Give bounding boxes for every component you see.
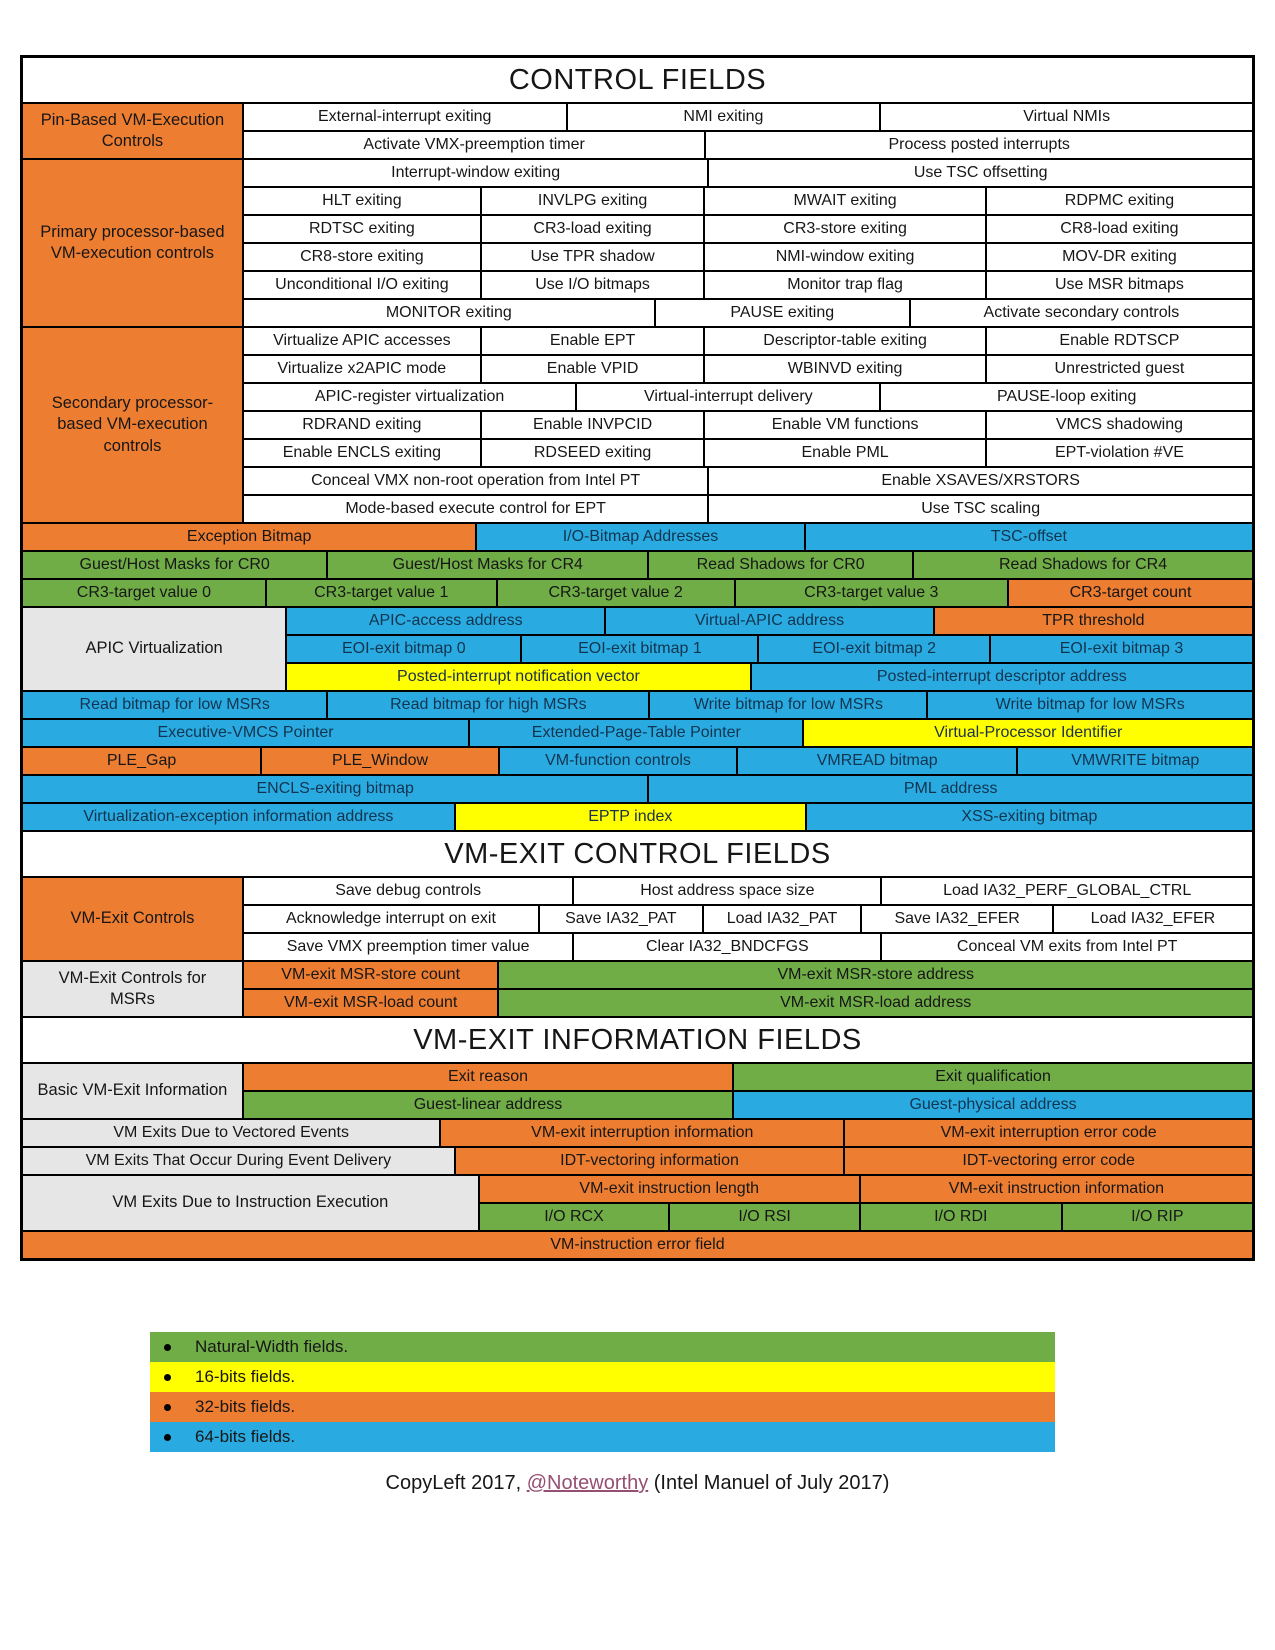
cell-cr3-store-exiting: CR3-store exiting: [705, 216, 985, 242]
table-row: [244, 906, 1252, 932]
cell-save-debug-controls: Save debug controls: [244, 878, 573, 904]
cell-exit-qualification: Exit qualification: [734, 1064, 1252, 1090]
cell-vmread-bitmap: VMREAD bitmap: [738, 748, 1016, 774]
table-row: [244, 188, 1252, 214]
cell-write-bitmap-for-low-msrs: Write bitmap for low MSRs: [928, 692, 1252, 718]
cell-vm-exit-msr-store-address: VM-exit MSR-store address: [499, 962, 1252, 988]
group-label-pin-based-vm-execution-controls: Pin-Based VM-Execution Controls: [23, 104, 242, 158]
table-row: [23, 720, 1252, 746]
cell-vm-exits-that-occur-during-event-delivery: VM Exits That Occur During Event Delivery: [23, 1148, 454, 1174]
group-vm-exit-controls-for-msrs: [23, 962, 1252, 1016]
cell-nmi-exiting: NMI exiting: [568, 104, 880, 130]
cell-mwait-exiting: MWAIT exiting: [705, 188, 985, 214]
section-title-vm-exit-information-fields: VM-EXIT INFORMATION FIELDS: [23, 1018, 1252, 1062]
table-row: [244, 356, 1252, 382]
cell-ple-gap: PLE_Gap: [23, 748, 260, 774]
table-row: [23, 776, 1252, 802]
cell-virtual-nmis: Virtual NMIs: [881, 104, 1252, 130]
cell-guest-linear-address: Guest-linear address: [244, 1092, 732, 1118]
cell-vm-exit-msr-load-count: VM-exit MSR-load count: [244, 990, 498, 1016]
group-vm-exit-controls: [23, 878, 1252, 960]
cell-use-tpr-shadow: Use TPR shadow: [482, 244, 703, 270]
table-row: [480, 1204, 1252, 1230]
vmcs-fields-table: [20, 55, 1255, 1261]
table-row: [23, 580, 1252, 606]
cell-eptp-index: EPTP index: [456, 804, 805, 830]
table-row: [23, 1232, 1252, 1258]
group-label-secondary-processor-based-vm-execution-controls: Secondary processor-based VM-execution controls: [23, 328, 242, 522]
footer-copyleft-text: CopyLeft 2017,: [385, 1472, 527, 1494]
cell-i-o-rsi: I/O RSI: [670, 1204, 859, 1230]
cell-load-ia32-efer: Load IA32_EFER: [1054, 906, 1252, 932]
group-secondary-processor-based-vm-execution-controls: [23, 328, 1252, 522]
cell-virtual-interrupt-delivery: Virtual-interrupt delivery: [577, 384, 879, 410]
cell-exception-bitmap: Exception Bitmap: [23, 524, 475, 550]
cell-ept-violation-ve: EPT-violation #VE: [987, 440, 1252, 466]
group-vm-exits-due-to-instruction-execution: [23, 1176, 1252, 1230]
table-row: [23, 524, 1252, 550]
cell-unconditional-i-o-exiting: Unconditional I/O exiting: [244, 272, 480, 298]
cell-pause-exiting: PAUSE exiting: [656, 300, 909, 326]
cell-enable-rdtscp: Enable RDTSCP: [987, 328, 1252, 354]
cell-interrupt-window-exiting: Interrupt-window exiting: [244, 160, 707, 186]
cell-unrestricted-guest: Unrestricted guest: [987, 356, 1252, 382]
cell-enable-vpid: Enable VPID: [482, 356, 703, 382]
legend-item-label: 16-bits fields.: [195, 1367, 296, 1386]
cell-clear-ia32-bndcfgs: Clear IA32_BNDCFGS: [574, 934, 880, 960]
noteworthy-link[interactable]: @Noteworthy: [526, 1472, 649, 1494]
cell-use-tsc-scaling: Use TSC scaling: [709, 496, 1252, 522]
cell-i-o-rcx: I/O RCX: [480, 1204, 669, 1230]
table-row: [23, 804, 1252, 830]
cell-vmwrite-bitmap: VMWRITE bitmap: [1018, 748, 1252, 774]
cell-idt-vectoring-information: IDT-vectoring information: [456, 1148, 844, 1174]
cell-xss-exiting-bitmap: XSS-exiting bitmap: [807, 804, 1252, 830]
cell-mode-based-execute-control-for-ept: Mode-based execute control for EPT: [244, 496, 707, 522]
cell-host-address-space-size: Host address space size: [574, 878, 880, 904]
cell-posted-interrupt-descriptor-address: Posted-interrupt descriptor address: [752, 664, 1252, 690]
cell-vmcs-shadowing: VMCS shadowing: [987, 412, 1252, 438]
cell-eoi-exit-bitmap-2: EOI-exit bitmap 2: [759, 636, 989, 662]
cell-ple-window: PLE_Window: [262, 748, 498, 774]
legend-item-label: 32-bits fields.: [195, 1397, 296, 1416]
cell-monitor-trap-flag: Monitor trap flag: [705, 272, 985, 298]
legend: [150, 1332, 1055, 1452]
cell-conceal-vm-exits-from-intel-pt: Conceal VM exits from Intel PT: [882, 934, 1252, 960]
cell-rdrand-exiting: RDRAND exiting: [244, 412, 480, 438]
legend-item-label: Natural-Width fields.: [195, 1337, 349, 1356]
cell-vm-exit-interruption-error-code: VM-exit interruption error code: [845, 1120, 1252, 1146]
group-rows: [244, 104, 1252, 158]
cell-tpr-threshold: TPR threshold: [935, 608, 1252, 634]
cell-virtualize-x2apic-mode: Virtualize x2APIC mode: [244, 356, 480, 382]
cell-idt-vectoring-error-code: IDT-vectoring error code: [845, 1148, 1252, 1174]
cell-virtual-apic-address: Virtual-APIC address: [606, 608, 933, 634]
table-row: [244, 272, 1252, 298]
cell-acknowledge-interrupt-on-exit: Acknowledge interrupt on exit: [244, 906, 538, 932]
group-label-vm-exits-due-to-instruction-execution: VM Exits Due to Instruction Execution: [23, 1176, 478, 1230]
group-primary-processor-based-vm-execution-controls: [23, 160, 1252, 326]
table-row: [244, 328, 1252, 354]
cell-eoi-exit-bitmap-1: EOI-exit bitmap 1: [522, 636, 757, 662]
cell-i-o-rip: I/O RIP: [1063, 1204, 1252, 1230]
group-label-primary-processor-based-vm-execution-controls: Primary processor-based VM-execution controls: [23, 160, 242, 326]
table-row: [287, 608, 1252, 634]
cell-enable-invpcid: Enable INVPCID: [482, 412, 703, 438]
cell-enable-xsaves-xrstors: Enable XSAVES/XRSTORS: [709, 468, 1252, 494]
group-rows: [244, 160, 1252, 326]
table-row: [244, 160, 1252, 186]
cell-read-bitmap-for-high-msrs: Read bitmap for high MSRs: [328, 692, 648, 718]
table-row: [244, 244, 1252, 270]
cell-cr3-target-value-3: CR3-target value 3: [736, 580, 1007, 606]
table-row: [244, 1092, 1252, 1118]
cell-i-o-bitmap-addresses: I/O-Bitmap Addresses: [477, 524, 803, 550]
bullet-icon: [164, 1344, 171, 1351]
table-row: [287, 664, 1252, 690]
cell-guest-physical-address: Guest-physical address: [734, 1092, 1252, 1118]
cell-cr8-load-exiting: CR8-load exiting: [987, 216, 1252, 242]
group-rows: [244, 1064, 1252, 1118]
cell-wbinvd-exiting: WBINVD exiting: [705, 356, 985, 382]
table-row: [23, 1148, 1252, 1174]
cell-enable-pml: Enable PML: [705, 440, 985, 466]
legend-item-16-bits-fields: [150, 1362, 1055, 1392]
table-row: [244, 1064, 1252, 1090]
table-row: [244, 440, 1252, 466]
footer-source-text: (Intel Manuel of July 2017): [648, 1472, 890, 1494]
table-row: [244, 934, 1252, 960]
cell-monitor-exiting: MONITOR exiting: [244, 300, 654, 326]
cell-save-vmx-preemption-timer-value: Save VMX preemption timer value: [244, 934, 573, 960]
cell-external-interrupt-exiting: External-interrupt exiting: [244, 104, 566, 130]
cell-enable-ept: Enable EPT: [482, 328, 703, 354]
footer: [0, 1472, 1275, 1495]
group-rows: [244, 328, 1252, 522]
cell-guest-host-masks-for-cr4: Guest/Host Masks for CR4: [328, 552, 647, 578]
group-basic-vm-exit-information: [23, 1064, 1252, 1118]
cell-posted-interrupt-notification-vector: Posted-interrupt notification vector: [287, 664, 749, 690]
group-rows: [244, 962, 1252, 1016]
table-row: [244, 496, 1252, 522]
group-label-vm-exit-controls-for-msrs: VM-Exit Controls for MSRs: [23, 962, 242, 1016]
legend-item-label: 64-bits fields.: [195, 1427, 296, 1446]
cell-load-ia32-pat: Load IA32_PAT: [704, 906, 861, 932]
legend-item-64-bits-fields: [150, 1422, 1055, 1452]
section-title-control-fields: CONTROL FIELDS: [23, 58, 1252, 102]
table-row: [244, 132, 1252, 158]
cell-save-ia32-pat: Save IA32_PAT: [540, 906, 702, 932]
section-title-vm-exit-control-fields: VM-EXIT CONTROL FIELDS: [23, 832, 1252, 876]
cell-eoi-exit-bitmap-3: EOI-exit bitmap 3: [991, 636, 1252, 662]
legend-item-32-bits-fields: [150, 1392, 1055, 1422]
group-rows: [287, 608, 1252, 690]
cell-activate-vmx-preemption-timer: Activate VMX-preemption timer: [244, 132, 704, 158]
cell-rdseed-exiting: RDSEED exiting: [482, 440, 703, 466]
group-label-basic-vm-exit-information: Basic VM-Exit Information: [23, 1064, 242, 1118]
cell-cr8-store-exiting: CR8-store exiting: [244, 244, 480, 270]
cell-cr3-target-count: CR3-target count: [1009, 580, 1252, 606]
cell-pml-address: PML address: [649, 776, 1252, 802]
cell-apic-access-address: APIC-access address: [287, 608, 604, 634]
cell-vm-exit-msr-store-count: VM-exit MSR-store count: [244, 962, 498, 988]
table-row: [244, 468, 1252, 494]
group-label-vm-exit-controls: VM-Exit Controls: [23, 878, 242, 960]
table-row: [244, 104, 1252, 130]
table-row: [244, 300, 1252, 326]
cell-vm-exit-interruption-information: VM-exit interruption information: [441, 1120, 843, 1146]
cell-read-bitmap-for-low-msrs: Read bitmap for low MSRs: [23, 692, 326, 718]
cell-vm-exits-due-to-vectored-events: VM Exits Due to Vectored Events: [23, 1120, 439, 1146]
cell-cr3-target-value-0: CR3-target value 0: [23, 580, 265, 606]
cell-use-i-o-bitmaps: Use I/O bitmaps: [482, 272, 703, 298]
cell-rdpmc-exiting: RDPMC exiting: [987, 188, 1252, 214]
cell-cr3-load-exiting: CR3-load exiting: [482, 216, 703, 242]
group-label-apic-virtualization: APIC Virtualization: [23, 608, 285, 690]
cell-hlt-exiting: HLT exiting: [244, 188, 480, 214]
cell-save-ia32-efer: Save IA32_EFER: [862, 906, 1051, 932]
cell-use-tsc-offsetting: Use TSC offsetting: [709, 160, 1252, 186]
cell-virtualization-exception-information-address: Virtualization-exception information address: [23, 804, 454, 830]
table-row: [23, 748, 1252, 774]
cell-exit-reason: Exit reason: [244, 1064, 732, 1090]
group-rows: [480, 1176, 1252, 1230]
group-rows: [244, 878, 1252, 960]
cell-enable-encls-exiting: Enable ENCLS exiting: [244, 440, 480, 466]
cell-virtual-processor-identifier: Virtual-Processor Identifier: [804, 720, 1252, 746]
cell-guest-host-masks-for-cr0: Guest/Host Masks for CR0: [23, 552, 326, 578]
cell-invlpg-exiting: INVLPG exiting: [482, 188, 703, 214]
cell-activate-secondary-controls: Activate secondary controls: [911, 300, 1252, 326]
cell-descriptor-table-exiting: Descriptor-table exiting: [705, 328, 985, 354]
cell-conceal-vmx-non-root-operation-from-intel-pt: Conceal VMX non-root operation from Intel PT: [244, 468, 707, 494]
cell-enable-vm-functions: Enable VM functions: [705, 412, 985, 438]
legend-item-natural-width-fields: [150, 1332, 1055, 1362]
table-row: [23, 1120, 1252, 1146]
cell-use-msr-bitmaps: Use MSR bitmaps: [987, 272, 1252, 298]
table-row: [244, 216, 1252, 242]
table-row: [244, 412, 1252, 438]
group-pin-based-vm-execution-controls: [23, 104, 1252, 158]
cell-nmi-window-exiting: NMI-window exiting: [705, 244, 985, 270]
cell-cr3-target-value-2: CR3-target value 2: [498, 580, 734, 606]
cell-load-ia32-perf-global-ctrl: Load IA32_PERF_GLOBAL_CTRL: [882, 878, 1252, 904]
table-row: [244, 384, 1252, 410]
table-row: [23, 692, 1252, 718]
cell-read-shadows-for-cr0: Read Shadows for CR0: [649, 552, 912, 578]
cell-read-shadows-for-cr4: Read Shadows for CR4: [914, 552, 1252, 578]
cell-encls-exiting-bitmap: ENCLS-exiting bitmap: [23, 776, 647, 802]
cell-tsc-offset: TSC-offset: [806, 524, 1252, 550]
cell-vm-exit-instruction-information: VM-exit instruction information: [861, 1176, 1252, 1202]
cell-rdtsc-exiting: RDTSC exiting: [244, 216, 480, 242]
table-row: [244, 990, 1252, 1016]
cell-vm-function-controls: VM-function controls: [500, 748, 736, 774]
cell-mov-dr-exiting: MOV-DR exiting: [987, 244, 1252, 270]
cell-vm-instruction-error-field: VM-instruction error field: [23, 1232, 1252, 1258]
table-row: [244, 878, 1252, 904]
cell-executive-vmcs-pointer: Executive-VMCS Pointer: [23, 720, 468, 746]
cell-vm-exit-msr-load-address: VM-exit MSR-load address: [499, 990, 1252, 1016]
cell-process-posted-interrupts: Process posted interrupts: [706, 132, 1252, 158]
cell-write-bitmap-for-low-msrs: Write bitmap for low MSRs: [650, 692, 926, 718]
cell-cr3-target-value-1: CR3-target value 1: [267, 580, 496, 606]
table-row: [480, 1176, 1252, 1202]
table-row: [244, 962, 1252, 988]
bullet-icon: [164, 1404, 171, 1411]
cell-virtualize-apic-accesses: Virtualize APIC accesses: [244, 328, 480, 354]
bullet-icon: [164, 1434, 171, 1441]
table-row: [287, 636, 1252, 662]
cell-i-o-rdi: I/O RDI: [861, 1204, 1061, 1230]
cell-pause-loop-exiting: PAUSE-loop exiting: [881, 384, 1252, 410]
cell-vm-exit-instruction-length: VM-exit instruction length: [480, 1176, 859, 1202]
bullet-icon: [164, 1374, 171, 1381]
table-row: [23, 552, 1252, 578]
cell-extended-page-table-pointer: Extended-Page-Table Pointer: [470, 720, 802, 746]
cell-eoi-exit-bitmap-0: EOI-exit bitmap 0: [287, 636, 520, 662]
group-apic-virtualization: [23, 608, 1252, 690]
cell-apic-register-virtualization: APIC-register virtualization: [244, 384, 575, 410]
